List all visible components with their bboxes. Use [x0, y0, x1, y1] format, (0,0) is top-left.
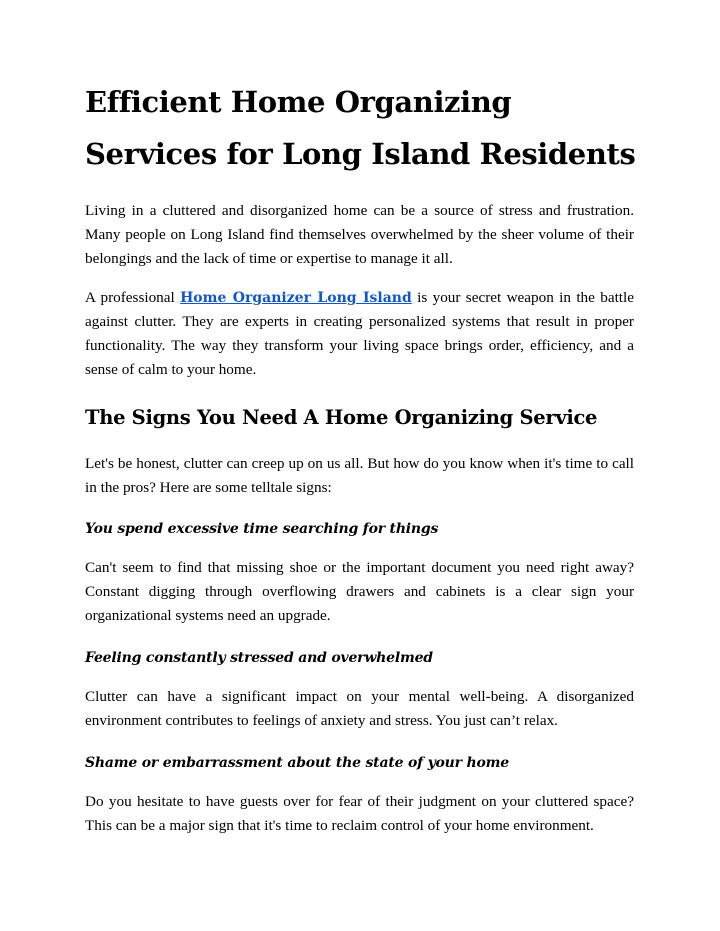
sign-heading-3: Shame or embarrassment about the state of your home [85, 755, 509, 771]
intro-paragraph-2 [85, 286, 634, 382]
section-heading: The Signs You Need A Home Organizing Service [85, 406, 598, 429]
sign-text-3: Do you hesitate to have guests over for fear of their judgment on your cluttered space? This can be a major sign that it's time to reclaim control of your home environment. [85, 793, 634, 834]
page-title: Efficient Home Organizing Services for Long Island Residents [85, 85, 636, 171]
intro-paragraph-2-rest: is your secret weapon in the battle against clutter. They are experts in creating personalized systems that result in proper functionality. The way they transform your living space brings order, efficiency, and a sense of calm to your home. [85, 289, 634, 378]
sign-text-2: Clutter can have a significant impact on your mental well-being. A disorganized environment contributes to feelings of anxiety and stress. You just can’t relax. [85, 688, 634, 729]
sign-heading-1: You spend excessive time searching for things [85, 521, 439, 537]
section-intro-paragraph: Let's be honest, clutter can creep up on us all. But how do you know when it's time to call in the pros? Here are some telltale signs: [85, 455, 634, 496]
intro-paragraph-1: Living in a cluttered and disorganized home can be a source of stress and frustration. Many people on Long Island find themselves overwhelmed by the sheer volume of their belongings and the lack of time or expertise to manage it all. [85, 202, 634, 267]
home-organizer-link[interactable]: Home Organizer Long Island [180, 290, 412, 306]
sign-heading-2: Feeling constantly stressed and overwhelmed [85, 650, 433, 666]
intro-paragraph-2-lead: A professional [85, 289, 181, 306]
sign-text-1: Can't seem to find that missing shoe or the important document you need right away? Constant digging through overflowing drawers and cabinets is a clear sign your organizational systems need an upgrade. [85, 559, 634, 624]
